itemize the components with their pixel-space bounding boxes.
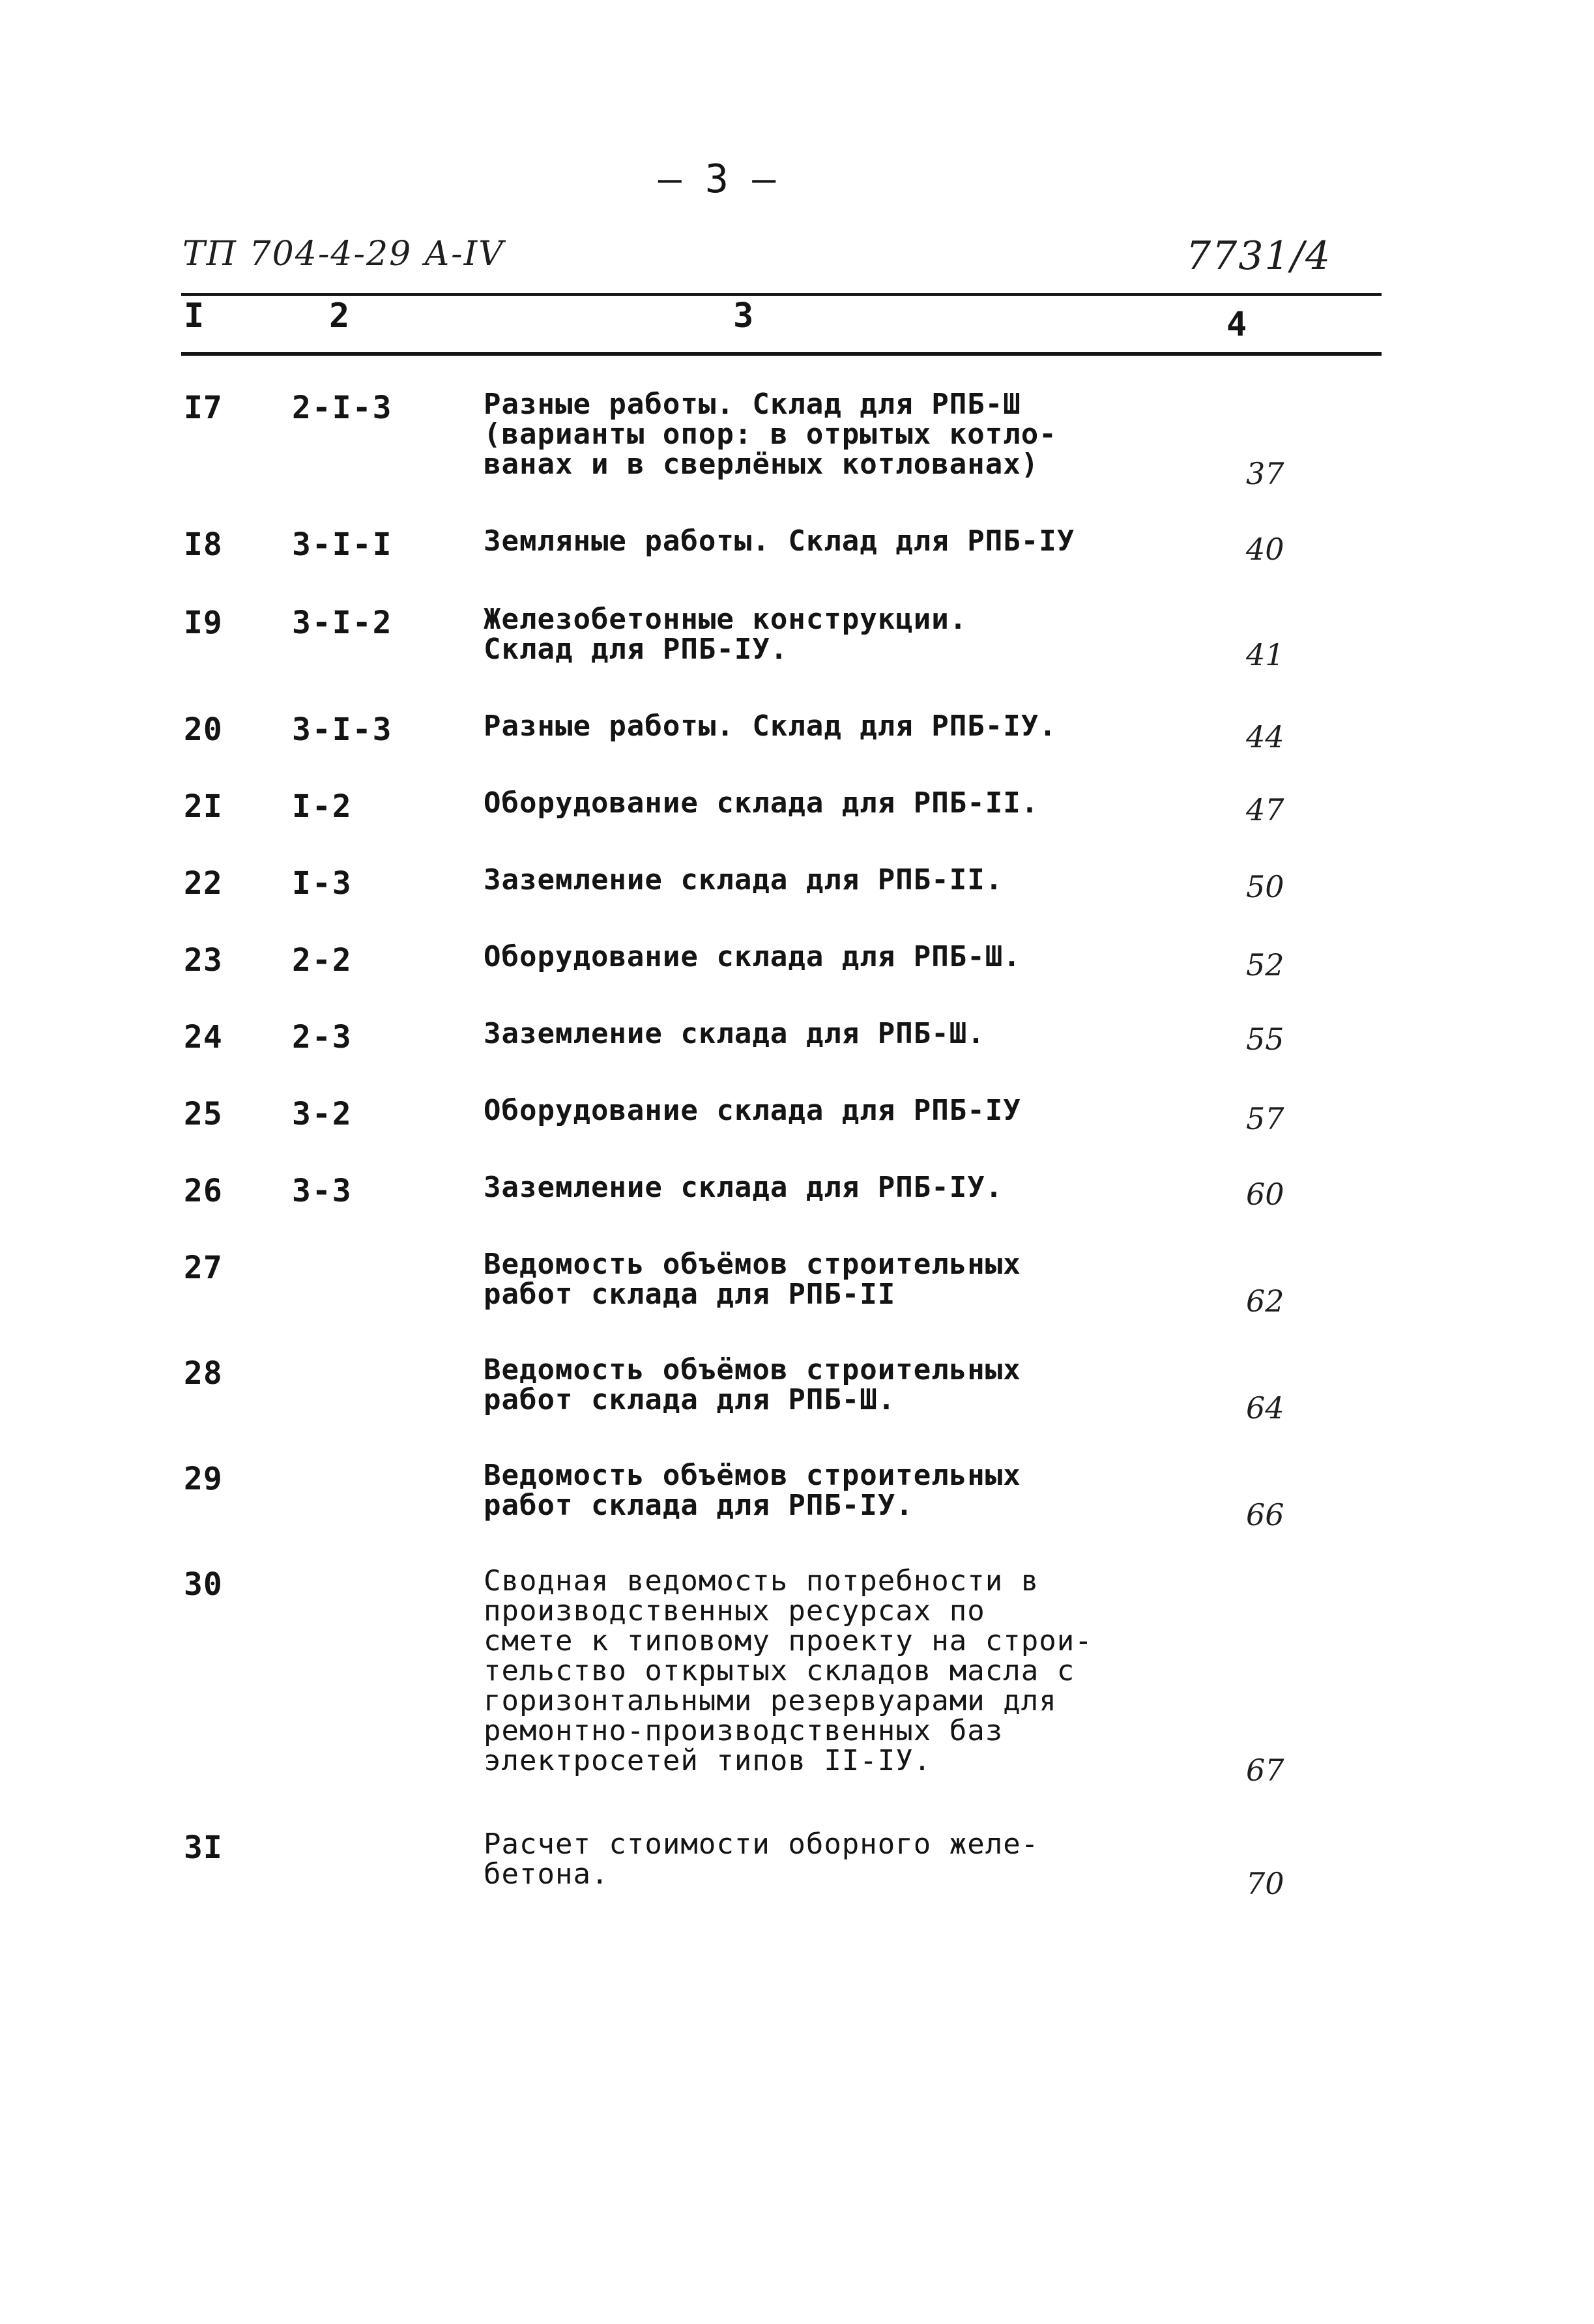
row-title: Земляные работы. Склад для РПБ-IУ xyxy=(484,524,1075,558)
row-code: 3-2 xyxy=(292,1096,353,1132)
row-code: I-2 xyxy=(292,788,353,825)
column-header-2: 2 xyxy=(329,296,350,336)
row-page: 50 xyxy=(1246,869,1284,904)
row-page: 64 xyxy=(1246,1390,1284,1426)
row-code: 3-I-3 xyxy=(292,711,393,748)
row-code: 2-3 xyxy=(292,1019,353,1055)
row-title: Разные работы. Склад для РПБ-IУ. xyxy=(484,710,1057,743)
row-number: I7 xyxy=(184,390,223,426)
row-number: 2I xyxy=(184,788,223,825)
row-page: 41 xyxy=(1246,637,1284,672)
row-title: Расчет стоимости оборного желе- бетона. xyxy=(484,1828,1039,1891)
row-number: 24 xyxy=(184,1019,223,1055)
row-code: 3-I-2 xyxy=(292,605,393,641)
header-rule-bottom xyxy=(181,352,1382,356)
row-title: Ведомость объёмов строительных работ склада для РПБ-II xyxy=(484,1248,1021,1311)
row-page: 57 xyxy=(1246,1101,1284,1136)
row-page: 44 xyxy=(1246,719,1284,754)
row-title: Железобетонные конструкции. Склад для РПБ-IУ. xyxy=(484,603,968,666)
row-title: Ведомость объёмов строительных работ склада для РПБ-Ш. xyxy=(484,1353,1021,1416)
row-page: 67 xyxy=(1246,1753,1284,1788)
column-header-4: 4 xyxy=(1226,305,1247,344)
row-page: 70 xyxy=(1246,1866,1284,1901)
row-number: 22 xyxy=(184,865,223,902)
column-header-3: 3 xyxy=(733,296,754,336)
row-title: Разные работы. Склад для РПБ-Ш (варианты опор: в отрытых котло- ванах и в сверлёных котлованах) xyxy=(484,388,1057,481)
document-number: 7731/4 xyxy=(1186,233,1332,279)
row-page: 66 xyxy=(1246,1497,1284,1532)
row-number: I8 xyxy=(184,526,223,563)
row-number: 3I xyxy=(184,1829,223,1866)
row-page: 52 xyxy=(1246,947,1284,983)
row-title: Заземление склада для РПБ-IУ. xyxy=(484,1171,1004,1204)
row-page: 47 xyxy=(1246,792,1284,827)
row-title: Оборудование склада для РПБ-IУ xyxy=(484,1094,1021,1127)
row-number: 28 xyxy=(184,1355,223,1392)
row-number: 27 xyxy=(184,1250,223,1286)
row-code: 2-I-3 xyxy=(292,390,393,426)
column-header-1: I xyxy=(184,296,205,336)
row-page: 37 xyxy=(1246,456,1284,491)
row-number: 29 xyxy=(184,1461,223,1497)
header-rule-top xyxy=(181,293,1382,296)
row-number: 26 xyxy=(184,1173,223,1209)
row-code: 2-2 xyxy=(292,942,353,979)
row-code: 3-3 xyxy=(292,1173,353,1209)
row-number: 30 xyxy=(184,1566,223,1603)
row-title: Ведомость объёмов строительных работ склада для РПБ-IУ. xyxy=(484,1459,1021,1522)
row-page: 40 xyxy=(1246,532,1284,567)
row-number: I9 xyxy=(184,605,223,641)
row-page: 62 xyxy=(1246,1284,1284,1319)
row-title: Сводная ведомость потребности в производственных ресурсах по смете к типовому проекту на строи- тельство открытых складов масла с горизонтальными резервуарами для ремонтно-производственных баз электросетей типов II-IУ. xyxy=(484,1564,1093,1777)
page-number: — 3 — xyxy=(658,156,776,202)
row-title: Заземление склада для РПБ-Ш. xyxy=(484,1017,985,1050)
row-title: Оборудование склада для РПБ-II. xyxy=(484,786,1039,820)
row-code: 3-I-I xyxy=(292,526,393,563)
row-page: 55 xyxy=(1246,1022,1284,1057)
row-number: 23 xyxy=(184,942,223,979)
row-number: 25 xyxy=(184,1096,223,1132)
row-title: Заземление склада для РПБ-II. xyxy=(484,863,1004,897)
row-number: 20 xyxy=(184,711,223,748)
row-title: Оборудование склада для РПБ-Ш. xyxy=(484,940,1021,973)
row-page: 60 xyxy=(1246,1177,1284,1212)
document-code: ТП 704-4-29 А-IV xyxy=(182,235,504,274)
row-code: I-3 xyxy=(292,865,353,902)
